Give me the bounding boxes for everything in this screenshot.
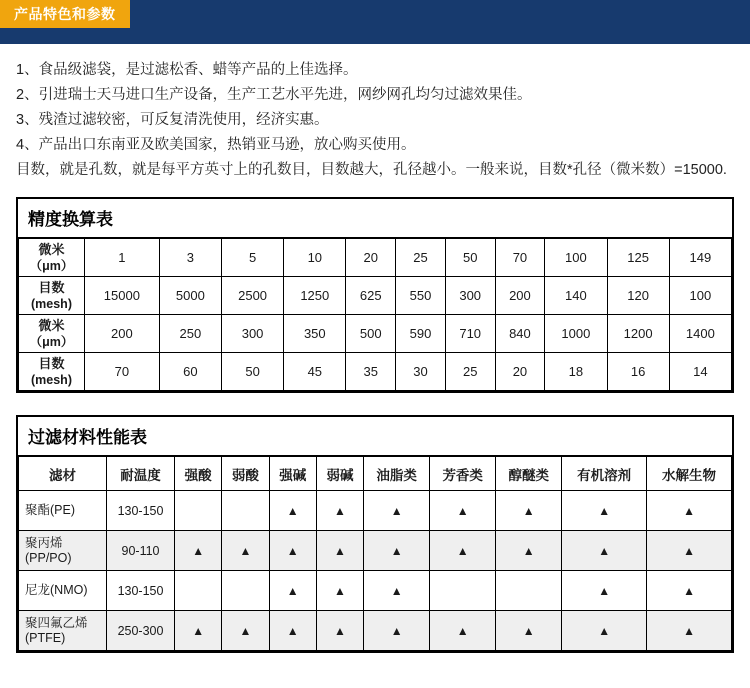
precision-cell: 140	[545, 277, 607, 315]
precision-cell: 200	[85, 315, 160, 353]
material-mark-cell	[647, 491, 732, 531]
precision-cell: 25	[396, 239, 446, 277]
intro-line-4: 4、产品出口东南亚及欧美国家，热销亚马逊，放心购买使用。	[16, 137, 416, 153]
triangle-icon: ▲	[598, 544, 611, 558]
triangle-icon: ▲	[522, 544, 535, 558]
precision-cell: 5000	[159, 277, 221, 315]
material-mark-cell	[562, 491, 647, 531]
precision-cell: 3	[159, 239, 221, 277]
table-row	[19, 353, 732, 391]
triangle-icon: ▲	[286, 544, 299, 558]
material-name-cell: 聚丙烯 (PP/PO)	[19, 531, 107, 571]
material-column-header: 弱碱	[316, 457, 363, 491]
triangle-icon: ▲	[334, 504, 346, 518]
triangle-icon: ▲	[192, 624, 205, 638]
material-temp-cell: 130-150	[107, 571, 175, 611]
material-mark-cell	[430, 531, 496, 571]
precision-cell: 1000	[545, 315, 607, 353]
triangle-icon: ▲	[683, 504, 695, 518]
precision-table-body	[19, 239, 732, 391]
precision-cell: 2500	[221, 277, 283, 315]
table-row	[19, 315, 732, 353]
material-column-header: 水解生物	[647, 457, 732, 491]
material-table-title: 过滤材料性能表	[18, 417, 732, 456]
triangle-icon: ▲	[286, 584, 299, 598]
precision-cell: 10	[284, 239, 346, 277]
material-mark-cell	[647, 531, 732, 571]
material-mark-cell	[269, 531, 316, 571]
material-mark-cell	[316, 531, 363, 571]
material-column-header: 醇醚类	[496, 457, 562, 491]
table-row	[19, 277, 732, 315]
precision-cell: 100	[669, 277, 731, 315]
intro-paragraph: 目数，就是孔数，就是每平方英寸上的孔数目，目数越大，孔径越小。一般来说，目数*孔径（微米数）=15000.	[16, 162, 727, 178]
precision-cell: 50	[445, 239, 495, 277]
material-header-row	[19, 457, 732, 491]
material-empty-cell	[175, 491, 222, 531]
precision-cell: 16	[607, 353, 669, 391]
precision-cell: 70	[85, 353, 160, 391]
precision-cell: 70	[495, 239, 545, 277]
material-column-header: 滤材	[19, 457, 107, 491]
precision-cell: 120	[607, 277, 669, 315]
triangle-icon: ▲	[598, 624, 611, 638]
material-mark-cell	[647, 611, 732, 651]
material-mark-cell	[222, 611, 269, 651]
precision-cell: 100	[545, 239, 607, 277]
precision-cell: 710	[445, 315, 495, 353]
material-name-cell: 聚酯(PE)	[19, 491, 107, 531]
precision-table-title: 精度换算表	[18, 199, 732, 238]
table-row	[19, 571, 732, 611]
triangle-icon: ▲	[334, 544, 346, 558]
precision-cell: 15000	[85, 277, 160, 315]
precision-cell: 625	[346, 277, 396, 315]
precision-cell: 30	[396, 353, 446, 391]
precision-table-container	[16, 197, 734, 393]
precision-cell: 50	[221, 353, 283, 391]
material-mark-cell	[496, 491, 562, 531]
material-column-header: 强碱	[269, 457, 316, 491]
precision-cell: 60	[159, 353, 221, 391]
material-table-container	[16, 415, 734, 653]
triangle-icon: ▲	[239, 544, 252, 558]
material-mark-cell	[316, 571, 363, 611]
precision-cell: 45	[284, 353, 346, 391]
precision-cell: 5	[221, 239, 283, 277]
material-mark-cell	[175, 531, 222, 571]
precision-cell: 149	[669, 239, 731, 277]
precision-cell: 840	[495, 315, 545, 353]
intro-line-1: 1、食品级滤袋，是过滤松香、蜡等产品的上佳选择。	[16, 62, 358, 78]
triangle-icon: ▲	[334, 624, 346, 638]
material-mark-cell	[496, 531, 562, 571]
triangle-icon: ▲	[239, 624, 252, 638]
intro-line-2: 2、引进瑞士天马进口生产设备，生产工艺水平先进，网纱网孔均匀过滤效果佳。	[16, 87, 532, 103]
triangle-icon: ▲	[456, 504, 469, 518]
precision-cell: 20	[495, 353, 545, 391]
material-mark-cell	[562, 571, 647, 611]
triangle-icon: ▲	[334, 584, 346, 598]
triangle-icon: ▲	[456, 544, 469, 558]
page-header-banner	[0, 0, 750, 44]
intro-line-3: 3、残渣过滤较密，可反复清洗使用，经济实惠。	[16, 112, 329, 128]
precision-row-label: 微米 （μm）	[19, 315, 85, 353]
table-row	[19, 531, 732, 571]
material-column-header: 强酸	[175, 457, 222, 491]
precision-cell: 1200	[607, 315, 669, 353]
material-empty-cell	[496, 571, 562, 611]
precision-cell: 1	[85, 239, 160, 277]
material-mark-cell	[269, 491, 316, 531]
material-column-header: 有机溶剂	[562, 457, 647, 491]
material-mark-cell	[316, 491, 363, 531]
precision-cell: 350	[284, 315, 346, 353]
material-table	[18, 456, 732, 651]
precision-cell: 590	[396, 315, 446, 353]
material-mark-cell	[430, 491, 496, 531]
material-mark-cell	[364, 531, 430, 571]
precision-row-label: 目数 (mesh)	[19, 277, 85, 315]
material-temp-cell: 130-150	[107, 491, 175, 531]
table-row	[19, 239, 732, 277]
material-mark-cell	[269, 611, 316, 651]
triangle-icon: ▲	[286, 504, 299, 518]
material-column-header: 弱酸	[222, 457, 269, 491]
material-temp-cell: 90-110	[107, 531, 175, 571]
material-mark-cell	[430, 611, 496, 651]
material-name-cell: 聚四氟乙烯 (PTFE)	[19, 611, 107, 651]
material-empty-cell	[222, 491, 269, 531]
triangle-icon: ▲	[522, 624, 535, 638]
precision-cell: 300	[445, 277, 495, 315]
material-mark-cell	[269, 571, 316, 611]
triangle-icon: ▲	[192, 544, 205, 558]
precision-cell: 1250	[284, 277, 346, 315]
precision-cell: 125	[607, 239, 669, 277]
banner-tab-label: 产品特色和参数	[0, 0, 130, 28]
material-mark-cell	[562, 611, 647, 651]
triangle-icon: ▲	[522, 504, 535, 518]
precision-cell: 35	[346, 353, 396, 391]
precision-cell: 200	[495, 277, 545, 315]
triangle-icon: ▲	[390, 624, 403, 638]
precision-cell: 20	[346, 239, 396, 277]
precision-cell: 18	[545, 353, 607, 391]
triangle-icon: ▲	[390, 584, 403, 598]
triangle-icon: ▲	[683, 584, 695, 598]
material-mark-cell	[647, 571, 732, 611]
material-temp-cell: 250-300	[107, 611, 175, 651]
triangle-icon: ▲	[286, 624, 299, 638]
intro-text-block	[0, 44, 750, 189]
triangle-icon: ▲	[456, 624, 469, 638]
precision-cell: 500	[346, 315, 396, 353]
material-table-head	[19, 457, 732, 491]
precision-cell: 250	[159, 315, 221, 353]
material-empty-cell	[175, 571, 222, 611]
precision-cell: 25	[445, 353, 495, 391]
material-column-header: 油脂类	[364, 457, 430, 491]
triangle-icon: ▲	[598, 504, 611, 518]
material-column-header: 耐温度	[107, 457, 175, 491]
triangle-icon: ▲	[683, 624, 695, 638]
material-mark-cell	[364, 491, 430, 531]
material-table-body	[19, 491, 732, 651]
table-row	[19, 611, 732, 651]
material-empty-cell	[430, 571, 496, 611]
precision-cell: 14	[669, 353, 731, 391]
precision-cell: 1400	[669, 315, 731, 353]
material-mark-cell	[364, 611, 430, 651]
material-mark-cell	[496, 611, 562, 651]
material-mark-cell	[316, 611, 363, 651]
triangle-icon: ▲	[390, 544, 403, 558]
material-name-cell: 尼龙(NMO)	[19, 571, 107, 611]
precision-cell: 300	[221, 315, 283, 353]
material-mark-cell	[364, 571, 430, 611]
material-column-header: 芳香类	[430, 457, 496, 491]
triangle-icon: ▲	[390, 504, 403, 518]
precision-row-label: 目数 (mesh)	[19, 353, 85, 391]
precision-cell: 550	[396, 277, 446, 315]
triangle-icon: ▲	[598, 584, 611, 598]
material-mark-cell	[562, 531, 647, 571]
precision-row-label: 微米 （μm）	[19, 239, 85, 277]
table-row	[19, 491, 732, 531]
triangle-icon: ▲	[683, 544, 695, 558]
material-empty-cell	[222, 571, 269, 611]
precision-table	[18, 238, 732, 391]
material-mark-cell	[222, 531, 269, 571]
material-mark-cell	[175, 611, 222, 651]
